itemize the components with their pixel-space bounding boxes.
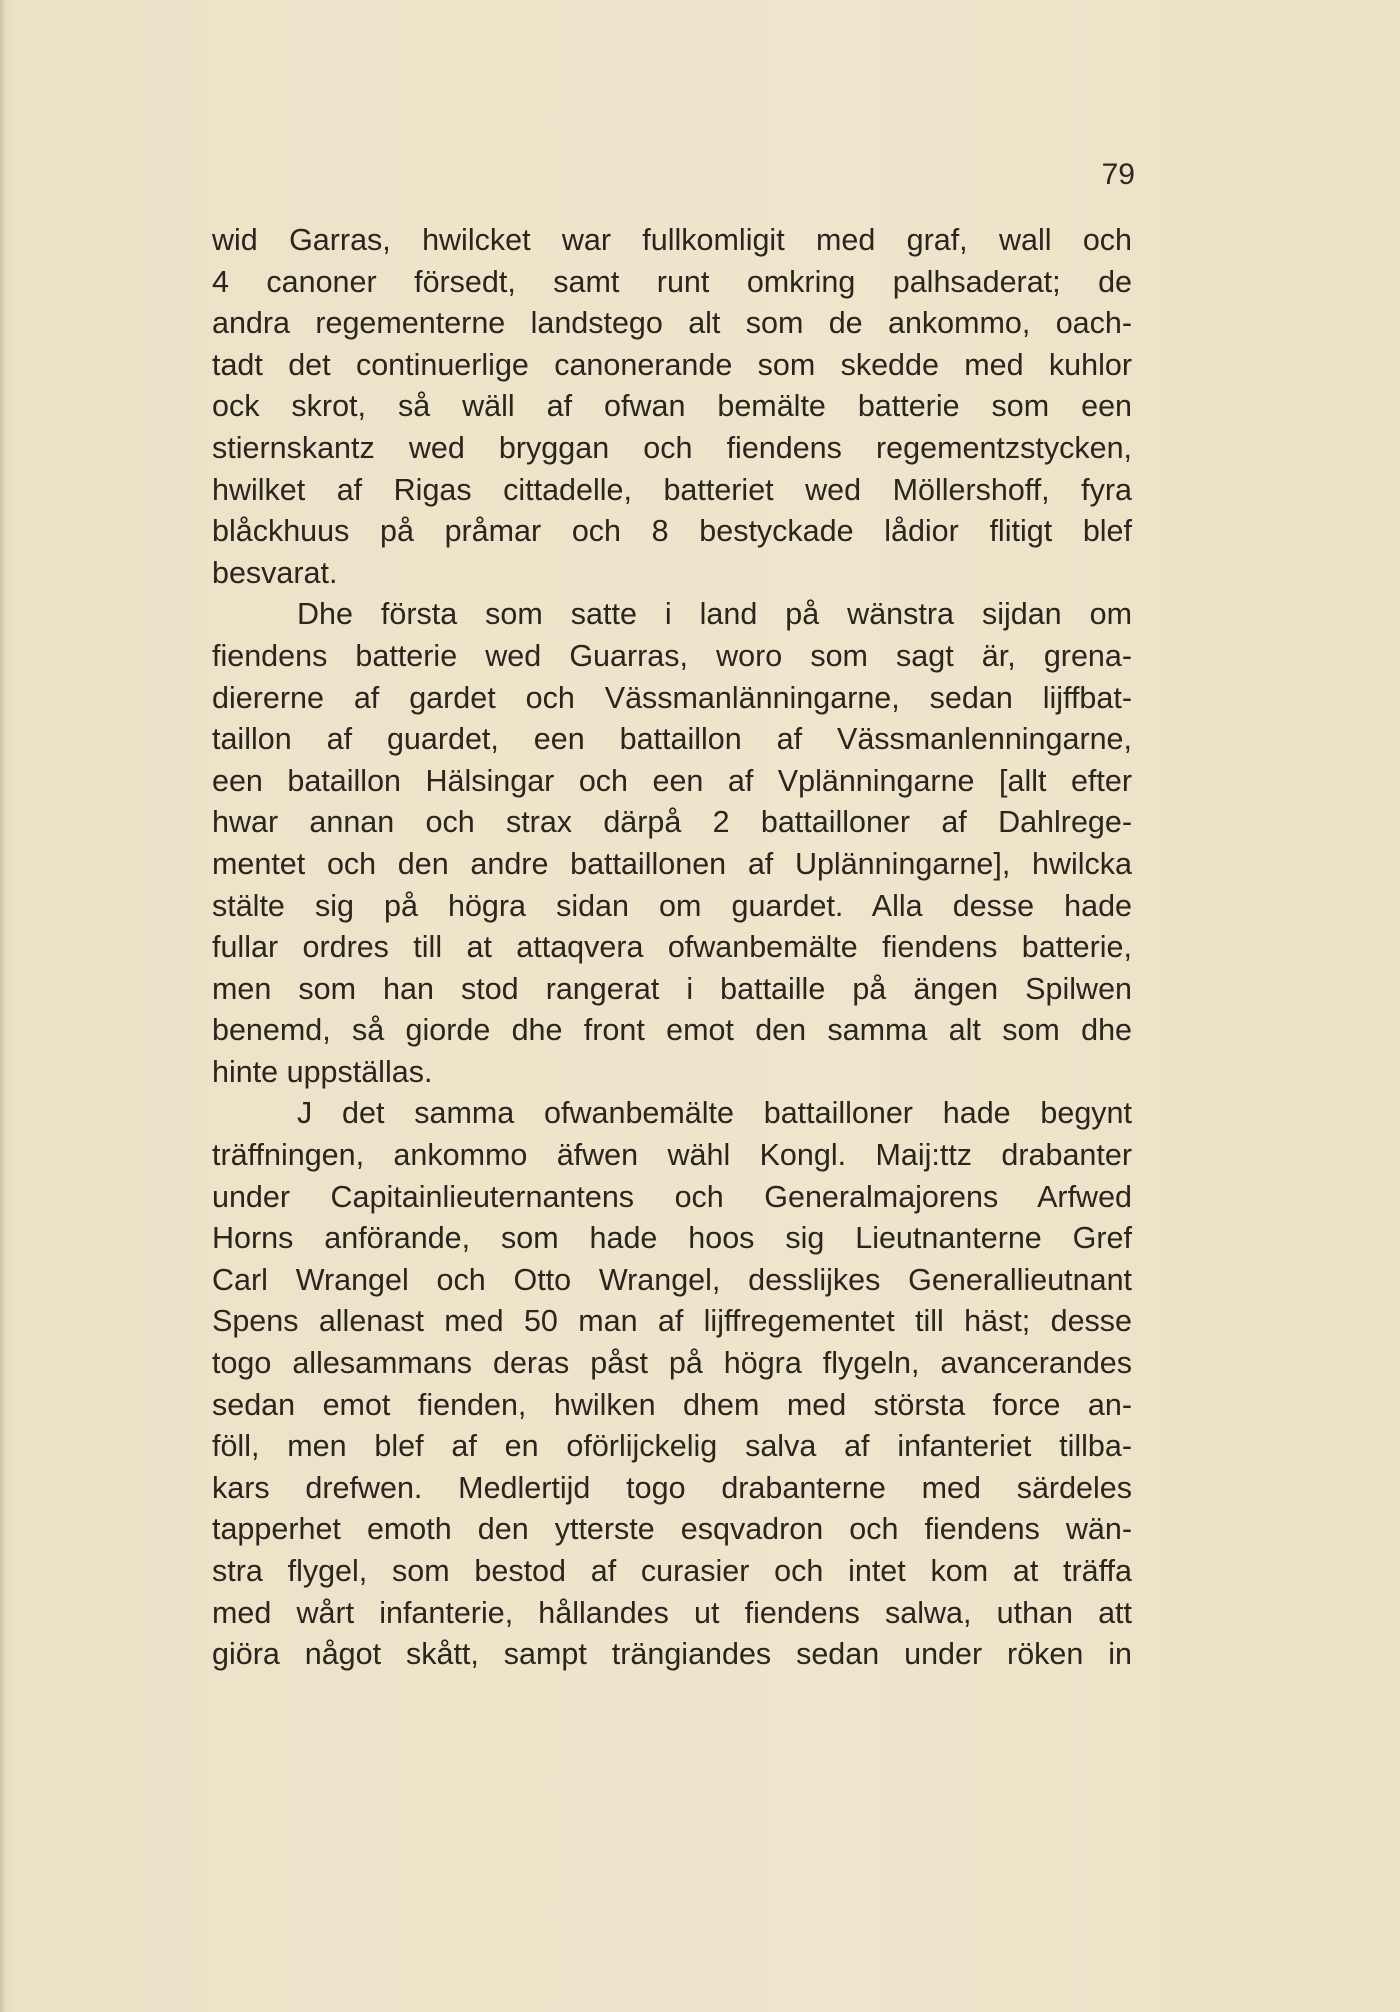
text-line: diererne af gardet och Vässmanlänningarne, sedan lijffbat- [212, 680, 1132, 715]
text-line: Carl Wrangel och Otto Wrangel, desslijkes Generallieutnant [212, 1262, 1132, 1297]
text-line: blåckhuus på pråmar och 8 bestyckade lådior flitigt blef [212, 514, 1132, 549]
text-line: hwilket af Rigas cittadelle, batteriet wed Möllershoff, fyra [212, 472, 1132, 507]
text-line: fullar ordres till at attaqvera ofwanbemälte fiendens batterie, [212, 930, 1132, 965]
text-line: hwar annan och strax därpå 2 battailloner af Dahlrege- [212, 805, 1132, 840]
text-line: 4 canoner försedt, samt runt omkring palhsaderat; de [212, 264, 1132, 299]
text-line: fiendens batterie wed Guarras, woro som sagt är, grena- [212, 638, 1132, 673]
text-line: med wårt infanterie, hållandes ut fiendens salwa, uthan att [212, 1595, 1132, 1630]
text-line: Spens allenast med 50 man af lijffregementet till häst; desse [212, 1304, 1132, 1339]
text-line: tadt det continuerlige canonerande som skedde med kuhlor [212, 347, 1132, 382]
text-line: J det samma ofwanbemälte battailloner hade begynt [297, 1096, 1132, 1131]
text-line: andra regementerne landstego alt som de ankommo, oach- [212, 306, 1132, 341]
page-number: 79 [1101, 158, 1135, 191]
text-line: träffningen, ankommo äfwen wähl Kongl. Maij:ttz drabanter [212, 1138, 1132, 1173]
text-line: stälte sig på högra sidan om guardet. Alla desse hade [212, 888, 1132, 923]
text-line: taillon af guardet, een battaillon af Vässmanlenningarne, [212, 722, 1132, 757]
body-text [212, 220, 1132, 1676]
text-line: föll, men blef af en oförlijckelig salva af infanteriet tillba- [212, 1429, 1132, 1464]
text-line: ock skrot, så wäll af ofwan bemälte batterie som een [212, 389, 1132, 424]
text-line: Horns anförande, som hade hoos sig Lieutnanterne Gref [212, 1221, 1132, 1256]
text-line: men som han stod rangerat i battaille på ängen Spilwen [212, 971, 1132, 1006]
text-line: kars drefwen. Medlertijd togo drabanterne med särdeles [212, 1470, 1132, 1505]
text-line: stra flygel, som bestod af curasier och intet kom at träffa [212, 1554, 1132, 1588]
text-line: wid Garras, hwilcket war fullkomligit med graf, wall och [212, 223, 1132, 257]
text-line: een bataillon Hälsingar och een af Vplänningarne [allt efter [212, 763, 1132, 798]
text-line: sedan emot fienden, hwilken dhem med största force an- [212, 1387, 1132, 1422]
text-line: benemd, så giorde dhe front emot den samma alt som dhe [212, 1013, 1132, 1048]
text-line: under Capitainlieuternantens och Generalmajorens Arfwed [212, 1179, 1132, 1214]
text-line: hinte uppställas. [212, 1054, 433, 1089]
text-line: Dhe första som satte i land på wänstra sijdan om [297, 597, 1132, 632]
page-binding-edge [0, 0, 6, 2012]
text-line: togo allesammans deras påst på högra flygeln, avancerandes [212, 1346, 1132, 1381]
text-line: giöra något skått, sampt trängiandes sedan under röken in [212, 1637, 1132, 1672]
text-line: tapperhet emoth den ytterste esqvadron och fiendens wän- [212, 1512, 1132, 1547]
text-line: stiernskantz wed bryggan och fiendens regementzstycken, [212, 430, 1132, 465]
text-line: mentet och den andre battaillonen af Uplänningarne], hwilcka [212, 846, 1132, 881]
text-line: besvarat. [212, 555, 338, 590]
